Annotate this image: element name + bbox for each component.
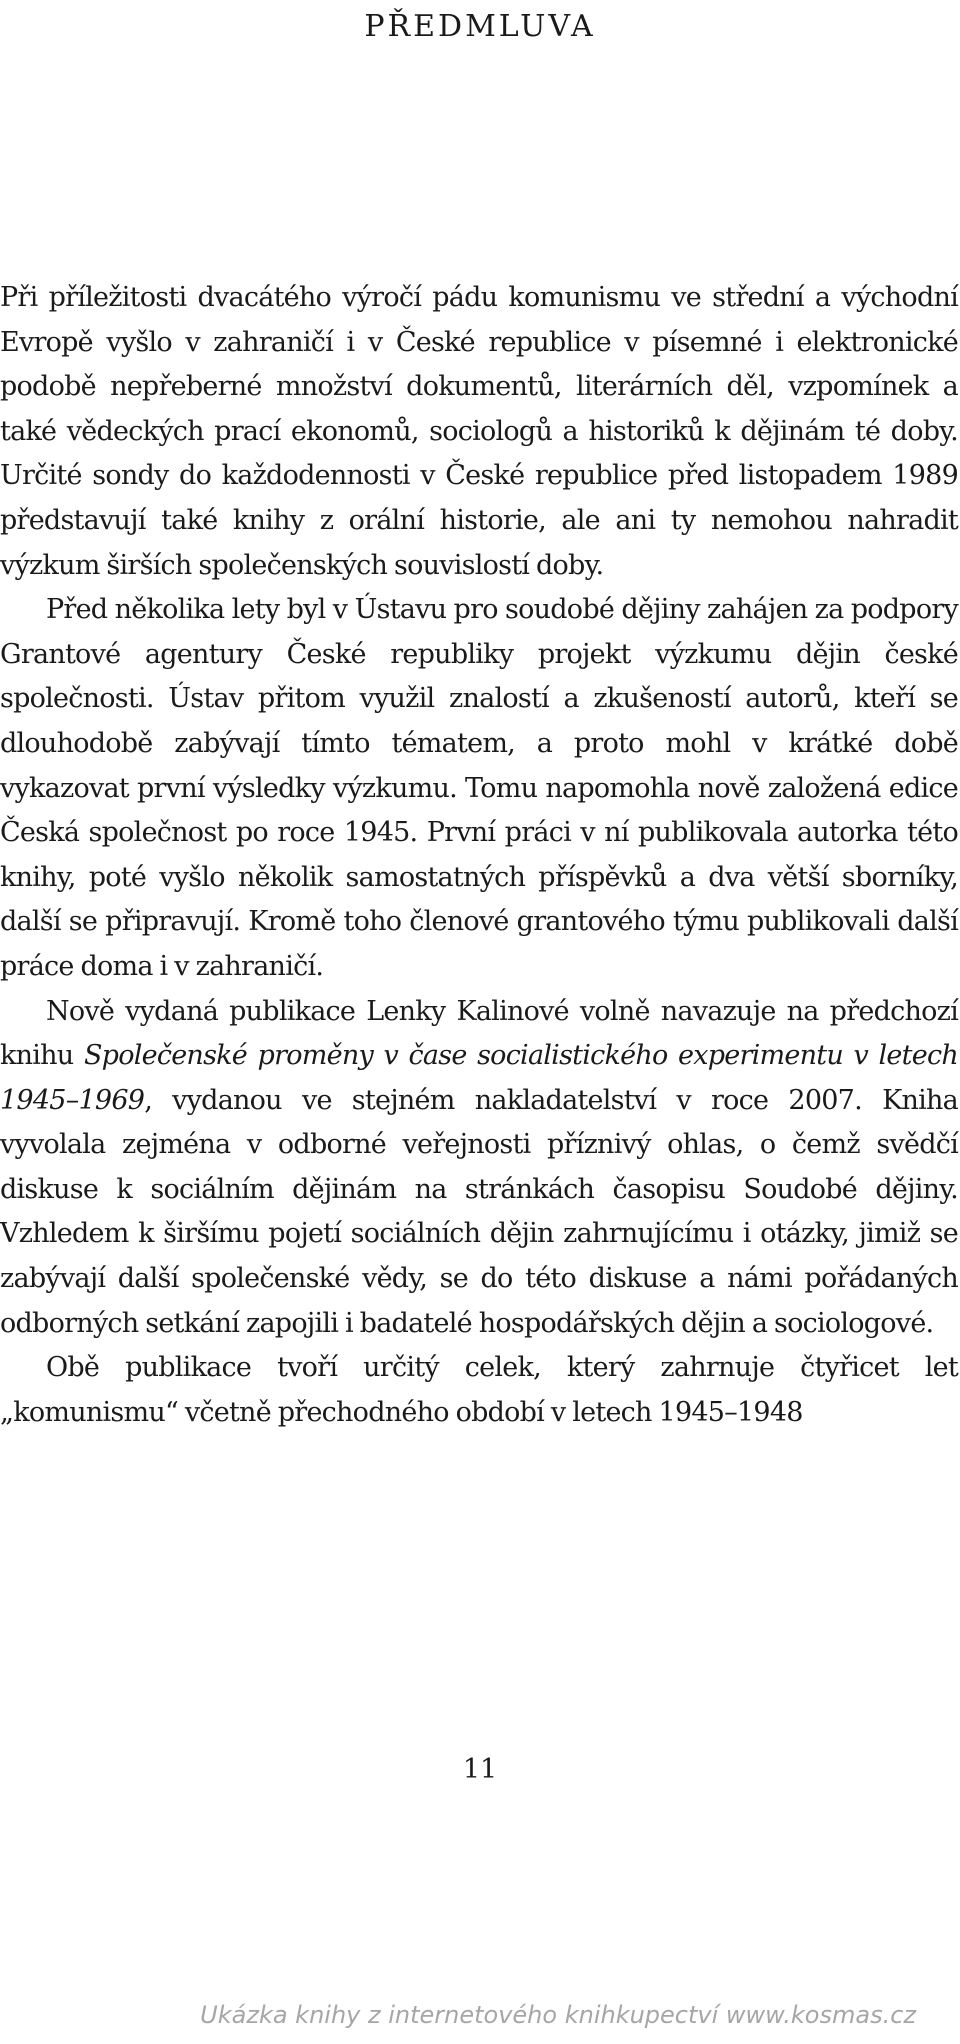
paragraph-2: Před několika lety byl v Ústavu pro soudobé dějiny zahájen za podpory Grantové agentury České republiky projekt výzkumu dějin české společnosti. Ústav přitom využil znalostí a zkušeností autorů, kteří se dlouhodobě zabývají tímto tématem, a proto mohl v krátké době vykazovat první výsledky výzkumu. Tomu napomohla nově založená edice Česká společnost po roce 1945. První práci v ní publikovala autorka této knihy, poté vyšlo několik samostatných příspěvků a dva větší sborníky, další se připravují. Kromě toho členové grantového týmu publikovali další práce doma i v zahraničí. xyxy=(0,594,958,982)
paragraph-3-lead: Nově vydaná publikace Lenky Kalinové volně navazuje na předchozí knihu xyxy=(0,995,958,1072)
page-number: 11 xyxy=(462,1754,498,1785)
paragraph-4: Obě publikace tvoří určitý celek, který zahrnuje čtyřicet let „komunismu“ včetně přechodného období v letech 1945–1948 xyxy=(0,1352,958,1428)
watermark: Ukázka knihy z internetového knihkupectví www.kosmas.cz xyxy=(200,2001,916,2029)
book-title: Společenské proměny v čase socialistického experimentu v letech 1945–1969 xyxy=(0,1040,958,1116)
paragraph-3-rest: , vydanou ve stejném nakladatelství v roce 2007. Kniha vyvolala zejména v odborné veřejnosti příznivý ohlas, o čemž svědčí diskuse k sociálním dějinám na stránkách časopisu Soudobé dějiny. Vzhledem k širšímu pojetí sociálních dějin zahrnujícímu i otázky, jimiž se zabývají další společenské vědy, se do této diskuse a námi pořádaných odborných setkání zapojili i badatelé hospodářských dějin a sociologové. xyxy=(0,1084,958,1339)
page-title: PŘEDMLUVA xyxy=(364,9,596,44)
main-text xyxy=(0,276,958,1435)
paragraph-3 xyxy=(0,990,958,1347)
paragraph-1: Při příležitosti dvacátého výročí pádu komunismu ve střední a východní Evropě vyšlo v zahraničí i v České republice v písemné i elektronické podobě nepřeberné množství dokumentů, literárních děl, vzpomínek a také vědeckých prací ekonomů, sociologů a historiků k dějinám té doby. Určité sondy do každodennosti v České republice před listopadem 1989 představují také knihy z orální historie, ale ani ty nemohou nahradit výzkum širších společenských souvislostí doby. xyxy=(0,282,958,581)
